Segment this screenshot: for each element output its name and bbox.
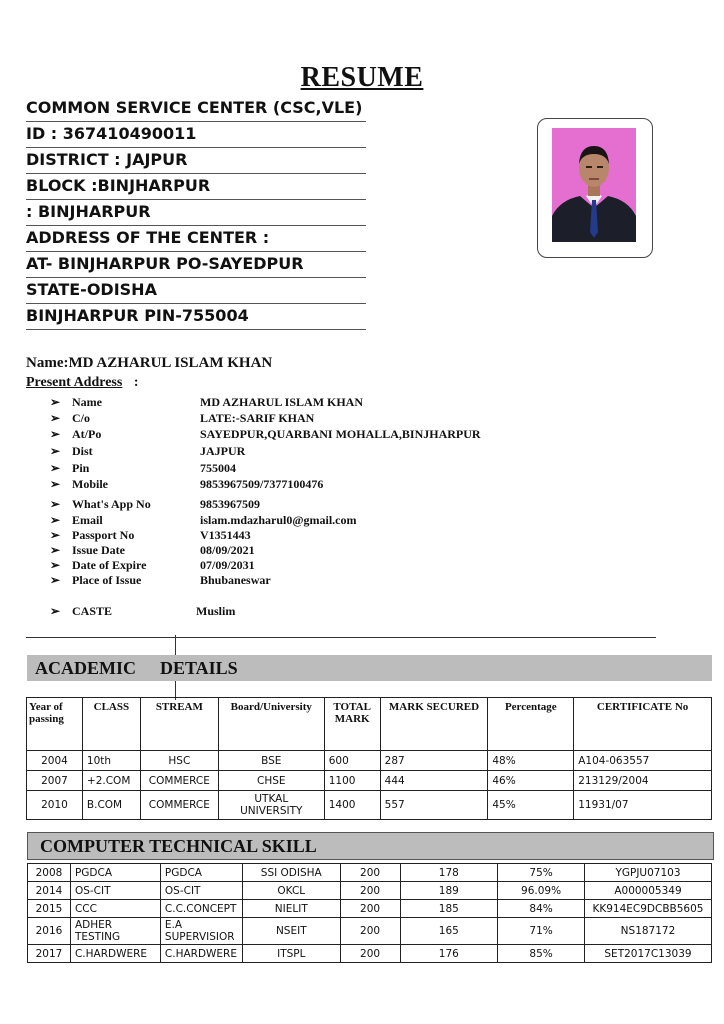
table-cell: 75% [498,864,585,882]
table-cell: +2.COM [82,771,140,791]
header-line-block: BLOCK :BINJHARPUR [26,175,366,200]
table-cell: 200 [340,900,400,918]
detail-row-dist [50,444,246,460]
table-row [28,918,712,945]
detail-value: islam.mdazharul0@gmail.com [200,513,357,527]
column-header: Board/University [218,698,324,751]
table-cell: 2010 [27,791,83,820]
detail-row-place-of-issue [50,573,271,589]
detail-row-passport [50,528,251,544]
table-cell: 185 [400,900,498,918]
arrow-bullet-icon: ➢ [50,528,61,542]
header-line-state: STATE-ODISHA [26,279,366,304]
table-cell: 71% [498,918,585,945]
table-cell: 444 [380,771,488,791]
arrow-bullet-icon: ➢ [50,461,61,475]
detail-value: 08/09/2021 [200,543,255,557]
header-line-pin: BINJHARPUR PIN-755004 [26,305,366,330]
academic-heading-word2: DETAILS [160,658,238,678]
table-cell: HSC [140,751,218,771]
table-cell: 2008 [28,864,71,882]
person-photo-icon [552,128,636,242]
name-label: Name: [26,355,69,371]
detail-row-whatsapp [50,497,260,513]
detail-label: Mobile [72,477,108,491]
detail-label: Pin [72,461,90,475]
column-header: CLASS [82,698,140,751]
detail-row-expire [50,558,255,574]
column-header: MARK SECURED [380,698,488,751]
present-address-label: Present Address [26,375,123,390]
detail-value: SAYEDPUR,QUARBANI MOHALLA,BINJHARPUR [200,427,481,441]
detail-value: 07/09/2031 [200,558,255,572]
candidate-name: MD AZHARUL ISLAM KHAN [68,355,273,371]
arrow-bullet-icon: ➢ [50,497,61,511]
arrow-bullet-icon: ➢ [50,558,61,572]
column-header: STREAM [140,698,218,751]
header-line-id: ID : 367410490011 [26,123,366,148]
column-header: CERTIFICATE No [574,698,712,751]
table-cell: UTKAL UNIVERSITY [218,791,324,820]
table-cell: A104-063557 [574,751,712,771]
detail-row-co [50,411,315,427]
academic-heading-word1: ACADEMIC [35,658,136,678]
computer-skill-heading: COMPUTER TECHNICAL SKILL [27,832,714,860]
table-cell: B.COM [82,791,140,820]
candidate-name-line [26,355,272,372]
detail-value: 755004 [200,461,236,475]
detail-label: Place of Issue [72,573,142,587]
table-row [28,900,712,918]
table-cell: 200 [340,882,400,900]
table-cell: OKCL [242,882,340,900]
table-cell: 200 [340,918,400,945]
table-cell: SET2017C13039 [584,945,711,963]
detail-row-pin [50,461,236,477]
table-cell: C.HARDWERE [70,945,160,963]
table-cell: SSI ODISHA [242,864,340,882]
header-line-district: DISTRICT : JAJPUR [26,149,366,174]
header-line-csc: COMMON SERVICE CENTER (CSC,VLE) [26,97,366,122]
table-cell: 1100 [324,771,380,791]
detail-label: CASTE [72,604,113,618]
column-header: Percentage [488,698,574,751]
table-row [27,791,712,820]
table-cell: OS-CIT [70,882,160,900]
table-cell: 2017 [28,945,71,963]
detail-label: Passport No [72,528,135,542]
table-cell: 176 [400,945,498,963]
table-cell: 287 [380,751,488,771]
table-cell: 10th [82,751,140,771]
table-cell: 84% [498,900,585,918]
table-cell: E.A SUPERVISIOR [160,918,242,945]
detail-label: Email [72,513,103,527]
table-cell: CHSE [218,771,324,791]
table-cell: A000005349 [584,882,711,900]
table-cell: KK914EC9DCBB5605 [584,900,711,918]
table-row [28,864,712,882]
detail-row-name [50,395,364,411]
table-cell: 11931/07 [574,791,712,820]
arrow-bullet-icon: ➢ [50,604,61,618]
table-row [28,882,712,900]
table-cell: ITSPL [242,945,340,963]
academic-table [26,697,712,820]
table-cell: BSE [218,751,324,771]
table-cell: 200 [340,945,400,963]
detail-label: At/Po [72,427,102,441]
detail-value: 9853967509 [200,497,260,511]
table-cell: 165 [400,918,498,945]
table-cell: 178 [400,864,498,882]
table-cell: YGPJU07103 [584,864,711,882]
table-cell: 96.09% [498,882,585,900]
arrow-bullet-icon: ➢ [50,513,61,527]
table-cell: 557 [380,791,488,820]
table-cell: 2004 [27,751,83,771]
detail-row-caste [50,604,236,620]
detail-row-atpo [50,427,481,443]
table-cell: 46% [488,771,574,791]
table-cell: NSEIT [242,918,340,945]
table-cell: PGDCA [70,864,160,882]
table-cell: 48% [488,751,574,771]
table-cell: 85% [498,945,585,963]
detail-label: Dist [72,444,93,458]
table-cell: PGDCA [160,864,242,882]
detail-value: Muslim [196,604,236,618]
table-cell: 2014 [28,882,71,900]
table-cell: 1400 [324,791,380,820]
column-header: TOTAL MARK [324,698,380,751]
resume-title: RESUME [300,62,424,93]
profile-photo [552,128,636,242]
detail-value: JAJPUR [200,444,246,458]
table-cell: CCC [70,900,160,918]
table-header-row [27,698,712,751]
table-row [27,771,712,791]
table-cell: COMMERCE [140,771,218,791]
detail-value: Bhubaneswar [200,573,271,587]
detail-label: Issue Date [72,543,125,557]
arrow-bullet-icon: ➢ [50,427,61,441]
table-cell: NIELIT [242,900,340,918]
table-cell: 600 [324,751,380,771]
detail-row-issue-date [50,543,255,559]
detail-value: LATE:-SARIF KHAN [200,411,315,425]
table-cell: 189 [400,882,498,900]
table-cell: 213129/2004 [574,771,712,791]
present-address-colon: : [133,375,139,390]
table-cell: OS-CIT [160,882,242,900]
header-line-address-label: ADDRESS OF THE CENTER : [26,227,366,252]
table-cell: C.HARDWERE [160,945,242,963]
detail-label: What's App No [72,497,151,511]
arrow-bullet-icon: ➢ [50,543,61,557]
table-cell: NS187172 [584,918,711,945]
table-cell: 2016 [28,918,71,945]
arrow-bullet-icon: ➢ [50,573,61,587]
table-cell: ADHER TESTING [70,918,160,945]
detail-row-mobile [50,477,324,493]
table-row [28,945,712,963]
detail-label: Name [72,395,102,409]
table-cell: COMMERCE [140,791,218,820]
arrow-bullet-icon: ➢ [50,395,61,409]
table-cell: 45% [488,791,574,820]
detail-value: 9853967509/7377100476 [200,477,324,491]
detail-value: MD AZHARUL ISLAM KHAN [200,395,364,409]
header-line-block-name: : BINJHARPUR [26,201,366,226]
computer-skill-table [27,863,712,963]
academic-details-heading [27,655,712,681]
arrow-bullet-icon: ➢ [50,411,61,425]
column-header: Year of passing [27,698,83,751]
detail-value: V1351443 [200,528,251,542]
header-line-address: AT- BINJHARPUR PO-SAYEDPUR [26,253,366,278]
detail-row-email [50,513,357,529]
table-cell: 2015 [28,900,71,918]
section-divider [26,637,656,638]
detail-label: C/o [72,411,90,425]
arrow-bullet-icon: ➢ [50,444,61,458]
table-cell: 2007 [27,771,83,791]
detail-label: Date of Expire [72,558,147,572]
arrow-bullet-icon: ➢ [50,477,61,491]
table-cell: 200 [340,864,400,882]
table-row [27,751,712,771]
present-address-heading [26,375,139,391]
table-cell: C.C.CONCEPT [160,900,242,918]
